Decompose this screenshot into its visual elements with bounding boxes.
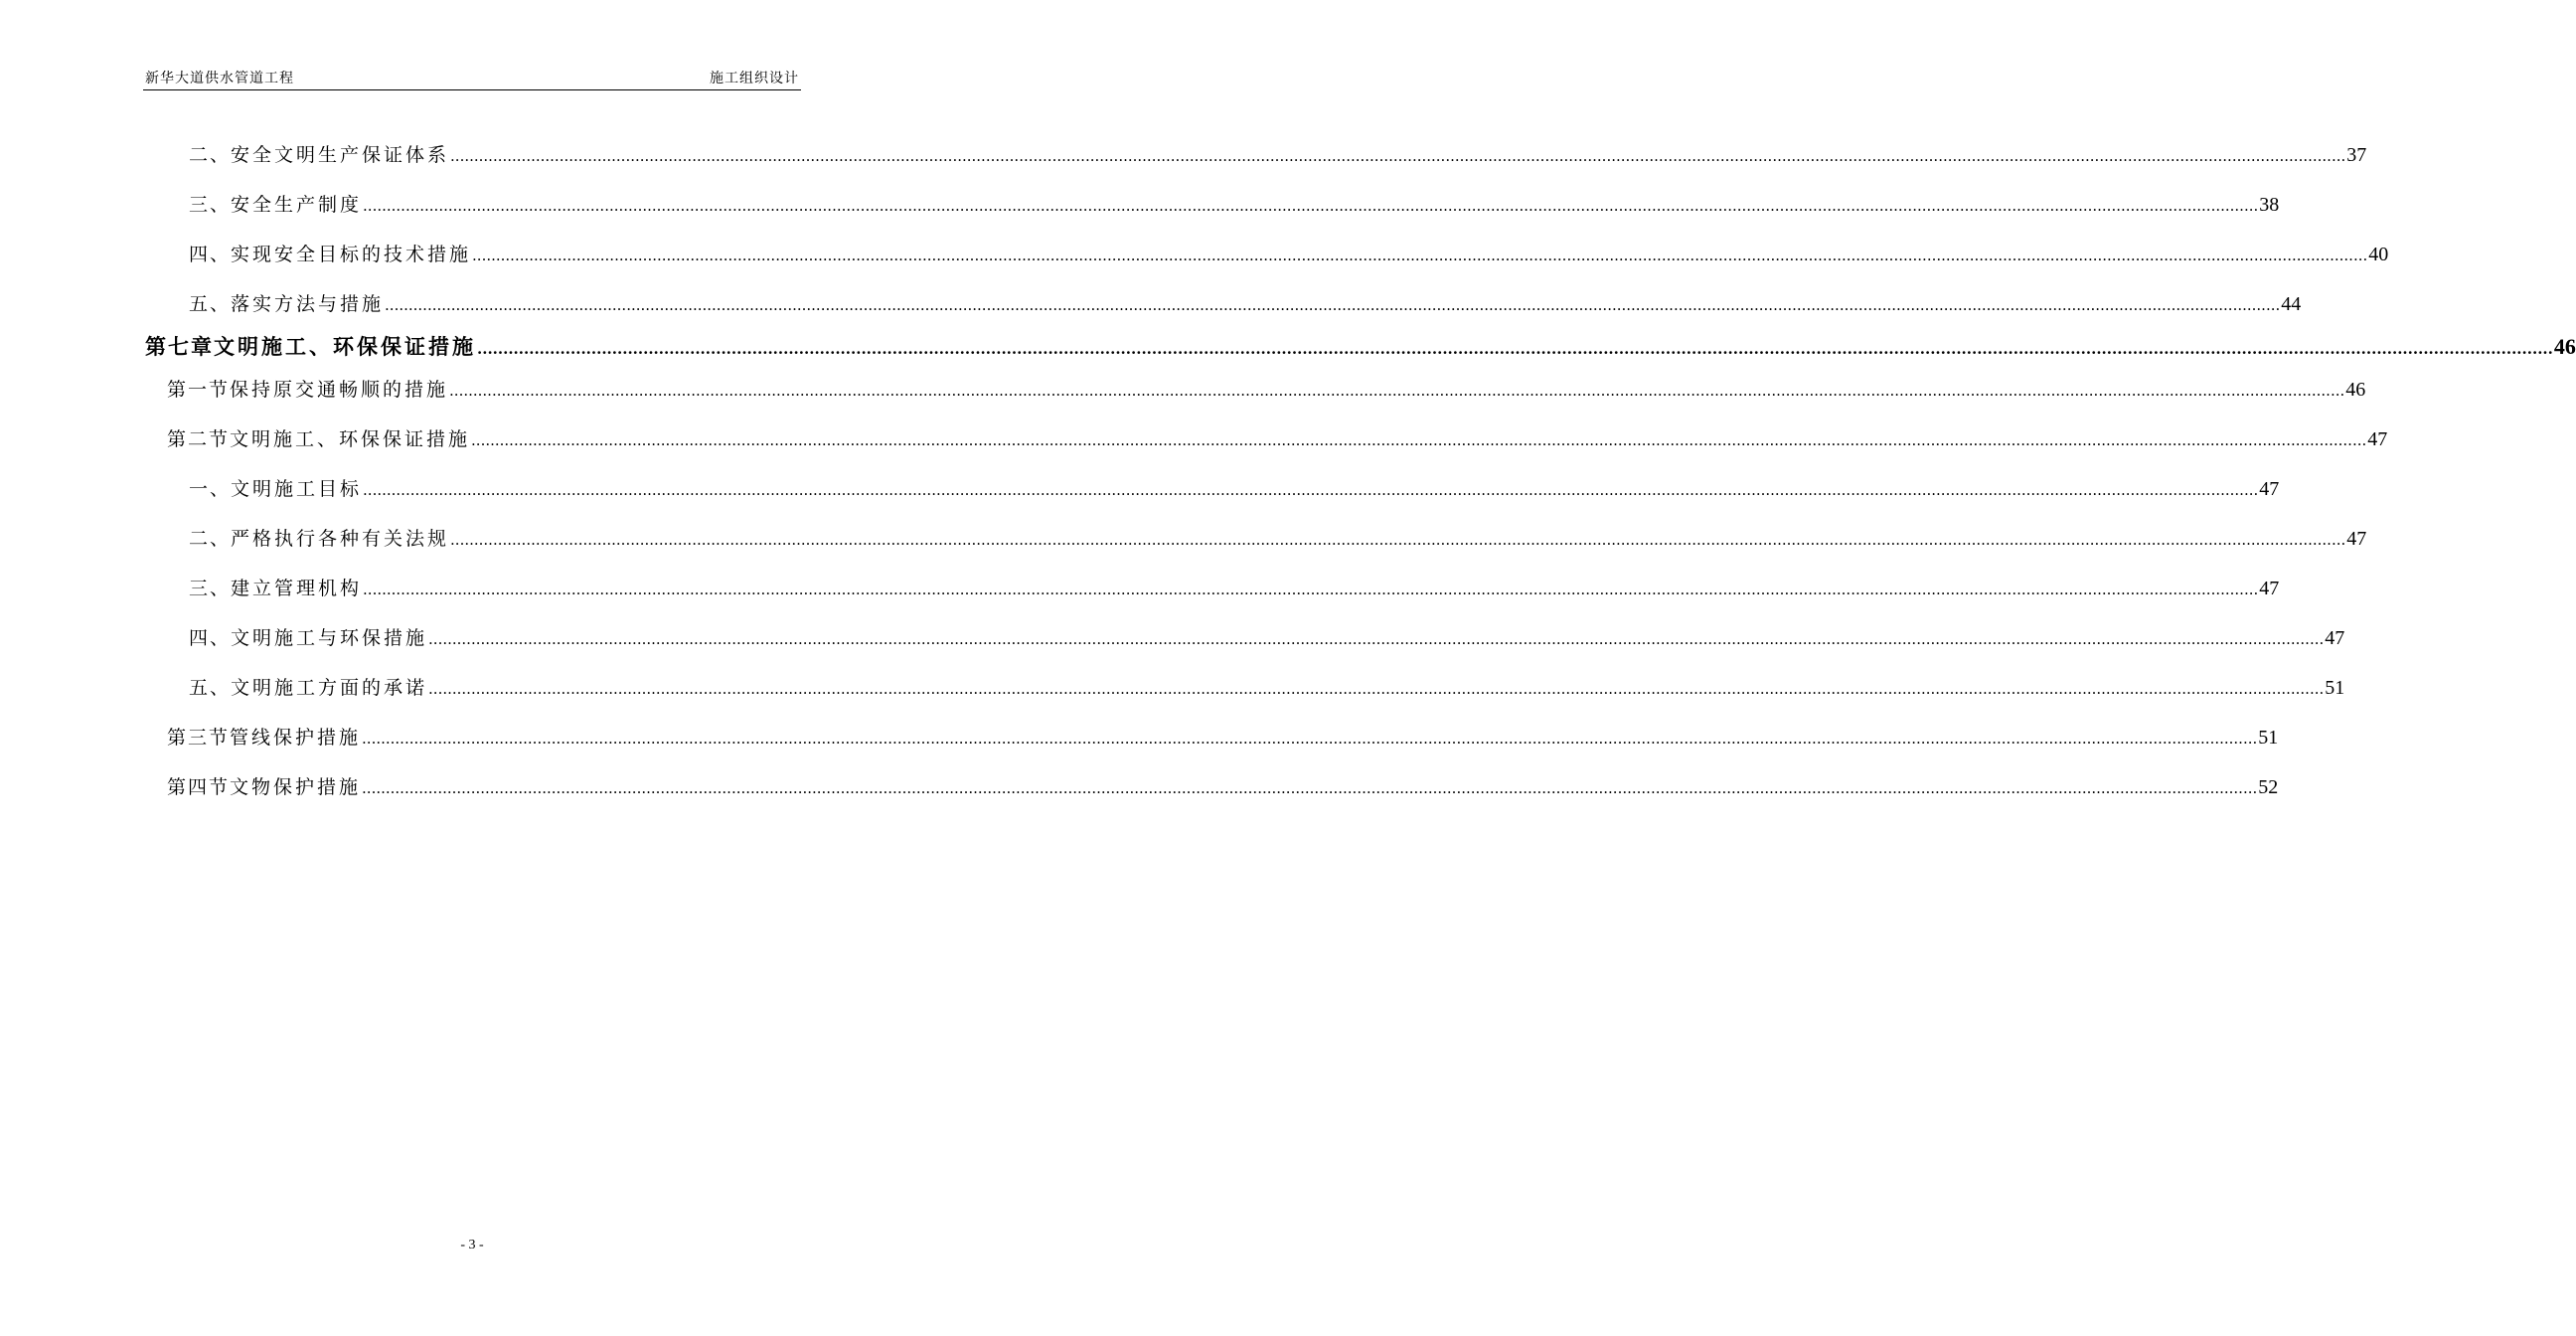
toc-dot-leader: ................................................................................................................................................................................................................................................................................................................................................................................................................ [449,382,2345,400]
toc-item-entry[interactable] [189,623,2345,650]
toc-entry-number: 二、 [189,528,232,550]
toc-entry-page-number: 47 [2259,478,2280,500]
header-document-type: 施工组织设计 [710,71,799,86]
header-project-title: 新华大道供水管道工程 [145,71,294,86]
toc-entry-page-number: 47 [2325,627,2345,649]
toc-entry-page-number: 37 [2346,144,2367,166]
toc-dot-leader: ................................................................................................................................................................................................................................................................................................................................................................................................................ [477,340,2553,358]
toc-item-entry[interactable] [189,524,2367,551]
toc-entry-title: 严格执行各种有关法规 [231,528,450,550]
toc-entry-page-number: 46 [2345,379,2366,401]
toc-entry-number: 第七章 [145,334,214,359]
toc-section-entry[interactable] [167,424,2388,451]
toc-entry-number: 第一节 [167,379,231,401]
toc-entry-title: 文明施工、环保保证措施 [230,428,471,450]
page-number: - 3 - [460,1238,484,1252]
toc-dot-leader: ................................................................................................................................................................................................................................................................................................................................................................................................................ [362,779,2258,797]
toc-entry-title: 安全生产制度 [231,194,363,216]
toc-item-entry[interactable] [189,673,2345,700]
toc-entry-title: 文明施工方面的承诺 [231,677,428,699]
toc-entry-page-number: 52 [2258,776,2279,798]
toc-dot-leader: ................................................................................................................................................................................................................................................................................................................................................................................................................ [428,680,2325,698]
toc-item-entry[interactable] [189,190,2280,217]
toc-section-entry[interactable] [167,723,2279,750]
toc-entry-page-number: 40 [2368,244,2389,265]
toc-entry-number: 五、 [189,293,232,315]
toc-entry-page-number: 44 [2281,293,2302,315]
toc-dot-leader: ................................................................................................................................................................................................................................................................................................................................................................................................................ [472,247,2368,264]
toc-entry-number: 五、 [189,677,232,699]
toc-entry-page-number: 47 [2346,528,2367,550]
toc-entry-page-number: 51 [2325,677,2345,699]
toc-entry-number: 三、 [189,194,232,216]
toc-entry-number: 四、 [189,244,232,265]
toc-item-entry[interactable] [189,474,2280,501]
toc-entry-title: 文明施工与环保措施 [231,627,428,649]
toc-dot-leader: ................................................................................................................................................................................................................................................................................................................................................................................................................ [363,481,2259,499]
toc-dot-leader: ................................................................................................................................................................................................................................................................................................................................................................................................................ [471,431,2367,449]
toc-dot-leader: ................................................................................................................................................................................................................................................................................................................................................................................................................ [362,730,2258,748]
toc-dot-leader: ................................................................................................................................................................................................................................................................................................................................................................................................................ [450,147,2346,165]
toc-entry-page-number: 38 [2259,194,2280,216]
toc-chapter-entry[interactable] [145,331,2576,361]
toc-entry-number: 第二节 [167,428,231,450]
toc-dot-leader: ................................................................................................................................................................................................................................................................................................................................................................................................................ [450,531,2346,549]
toc-section-entry[interactable] [167,375,2366,402]
page-header [143,68,801,90]
toc-dot-leader: ................................................................................................................................................................................................................................................................................................................................................................................................................ [363,581,2259,598]
toc-entry-title: 实现安全目标的技术措施 [231,244,472,265]
toc-entry-title: 落实方法与措施 [231,293,385,315]
toc-entry-number: 三、 [189,578,232,599]
toc-entry-title: 管线保护措施 [230,727,362,749]
toc-entry-title: 文明施工目标 [231,478,363,500]
toc-entry-title: 文明施工、环保保证措施 [214,334,476,359]
toc-entry-number: 一、 [189,478,232,500]
toc-entry-title: 文物保护措施 [230,776,362,798]
toc-entry-title: 建立管理机构 [231,578,363,599]
toc-dot-leader: ................................................................................................................................................................................................................................................................................................................................................................................................................ [385,296,2281,314]
toc-dot-leader: ................................................................................................................................................................................................................................................................................................................................................................................................................ [428,630,2325,648]
toc-item-entry[interactable] [189,240,2389,266]
toc-item-entry[interactable] [189,289,2302,316]
toc-entry-title: 安全文明生产保证体系 [231,144,450,166]
toc-entry-title: 保持原交通畅顺的措施 [230,379,449,401]
toc-entry-page-number: 47 [2259,578,2280,599]
toc-entry-number: 四、 [189,627,232,649]
toc-entry-number: 第四节 [167,776,231,798]
toc-entry-page-number: 46 [2553,334,2576,359]
toc-entry-page-number: 47 [2367,428,2388,450]
toc-item-entry[interactable] [189,140,2367,167]
toc-entry-number: 第三节 [167,727,231,749]
toc-item-entry[interactable] [189,574,2280,600]
toc-entry-number: 二、 [189,144,232,166]
toc-entry-page-number: 51 [2258,727,2279,749]
toc-section-entry[interactable] [167,772,2279,799]
toc-dot-leader: ................................................................................................................................................................................................................................................................................................................................................................................................................ [363,197,2259,215]
